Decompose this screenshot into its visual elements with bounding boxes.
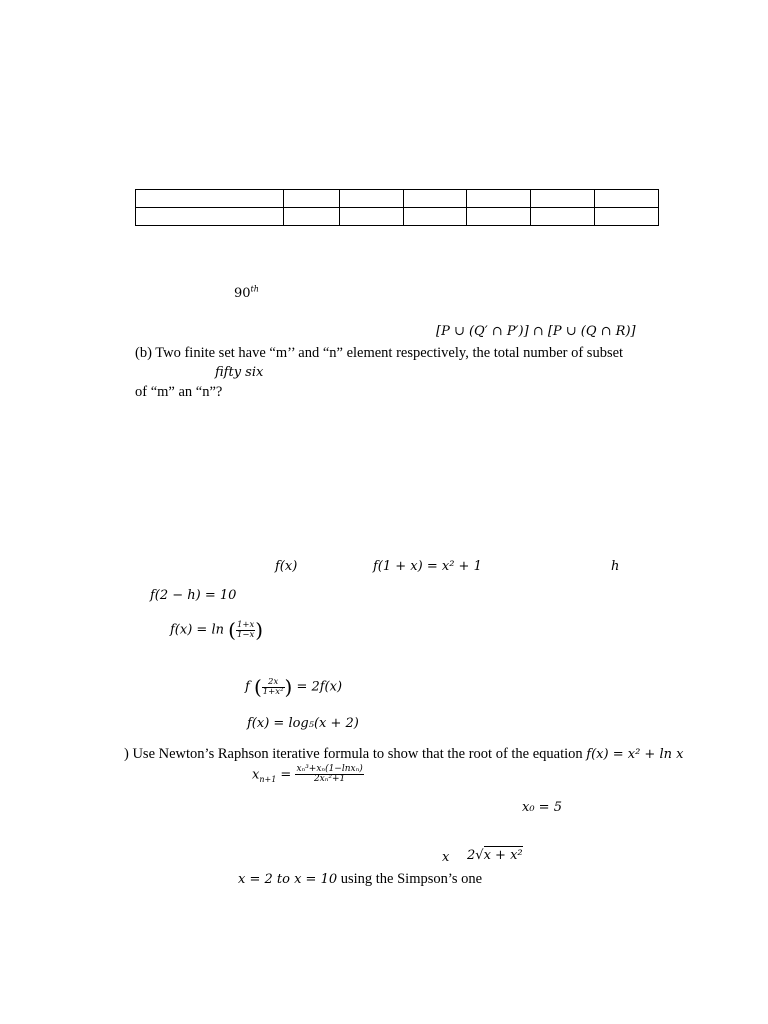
simpson-text: using the Simpson’s one [337, 871, 483, 887]
newton-denominator: 2xₙ²+1 [313, 774, 346, 785]
f2x-rhs: = 2f(x) [296, 679, 343, 695]
table-cell [595, 190, 659, 208]
question-b-line1: (b) Two finite set have “m’’ and “n” element respectively, the total number of subset [135, 345, 624, 361]
fifty-six-label: fifty six [215, 365, 264, 380]
sqrt-coefficient: 2 [467, 848, 476, 863]
table-cell [467, 208, 531, 226]
table-cell [531, 190, 595, 208]
integrand-sqrt: 2√x + x² [467, 848, 523, 863]
fx-label: f(x) [275, 559, 298, 574]
xn1-subscript: n+1 [259, 775, 277, 785]
table-cell [404, 190, 467, 208]
f2x-numerator: 2x [262, 678, 285, 688]
newton-fraction [295, 765, 363, 785]
ln-numerator: 1+x [236, 619, 255, 630]
f2x-fraction [262, 678, 285, 697]
table-cell [136, 190, 284, 208]
table-cell [136, 208, 284, 226]
f2x-denominator: 1+x² [262, 686, 284, 697]
table-row [136, 208, 659, 226]
f-symbol: f [245, 679, 250, 695]
table-cell [340, 208, 404, 226]
initial-value: x₀ = 5 [522, 800, 562, 815]
ln-denominator: 1−x [236, 629, 255, 640]
f-two-minus-h: f(2 − h) = 10 [150, 588, 237, 603]
set-expression: [P ∪ (Q′ ∩ P′)] ∩ [P ∪ (Q ∩ R)] [436, 324, 636, 339]
table-cell [340, 190, 404, 208]
fx-log-expression: f(x) = log₅(x + 2) [247, 716, 359, 731]
simpson-line [238, 872, 482, 887]
table-cell [595, 208, 659, 226]
fx-ln-expression: f(x) = ln ( $\frac{1+x}{1-x}$ ) [170, 618, 264, 642]
ordinal-suffix: th [250, 284, 259, 294]
f-one-plus-x: f(1 + x) = x² + 1 [373, 559, 482, 574]
newton-question [124, 747, 683, 762]
f-2x-expression: f ( $\frac{2x}{\text{1+x²}}$ ) = 2f(x) [245, 675, 343, 699]
newton-numerator: xₙ³+xₙ(1−lnxₙ) [296, 764, 363, 774]
newton-equation: f(x) = x² + ln x [586, 747, 684, 762]
table-cell [467, 190, 531, 208]
table-cell [284, 208, 340, 226]
xn1-equals: = [276, 767, 296, 783]
simpson-limits: x = 2 to x = 10 [238, 872, 338, 887]
integrand-x: x [442, 850, 450, 865]
table-cell [404, 208, 467, 226]
table-row [136, 190, 659, 208]
ordinal-90th [234, 284, 259, 301]
table-cell [284, 190, 340, 208]
xn1-symbol: x [252, 767, 260, 783]
table-cell [531, 208, 595, 226]
newton-text: ) Use Newton’s Raphson iterative formula to show that the root of the equation [124, 746, 587, 762]
newton-iteration-formula [252, 765, 364, 785]
blank-table [135, 189, 659, 226]
ordinal-number: 90 [234, 286, 251, 301]
sqrt-radicand: x + x² [483, 848, 523, 863]
question-b-line2: of “m” an “n”? [135, 384, 223, 400]
h-variable: h [611, 559, 620, 574]
ln-fraction [236, 621, 255, 640]
fx-ln-lhs: f(x) = ln [170, 622, 224, 638]
